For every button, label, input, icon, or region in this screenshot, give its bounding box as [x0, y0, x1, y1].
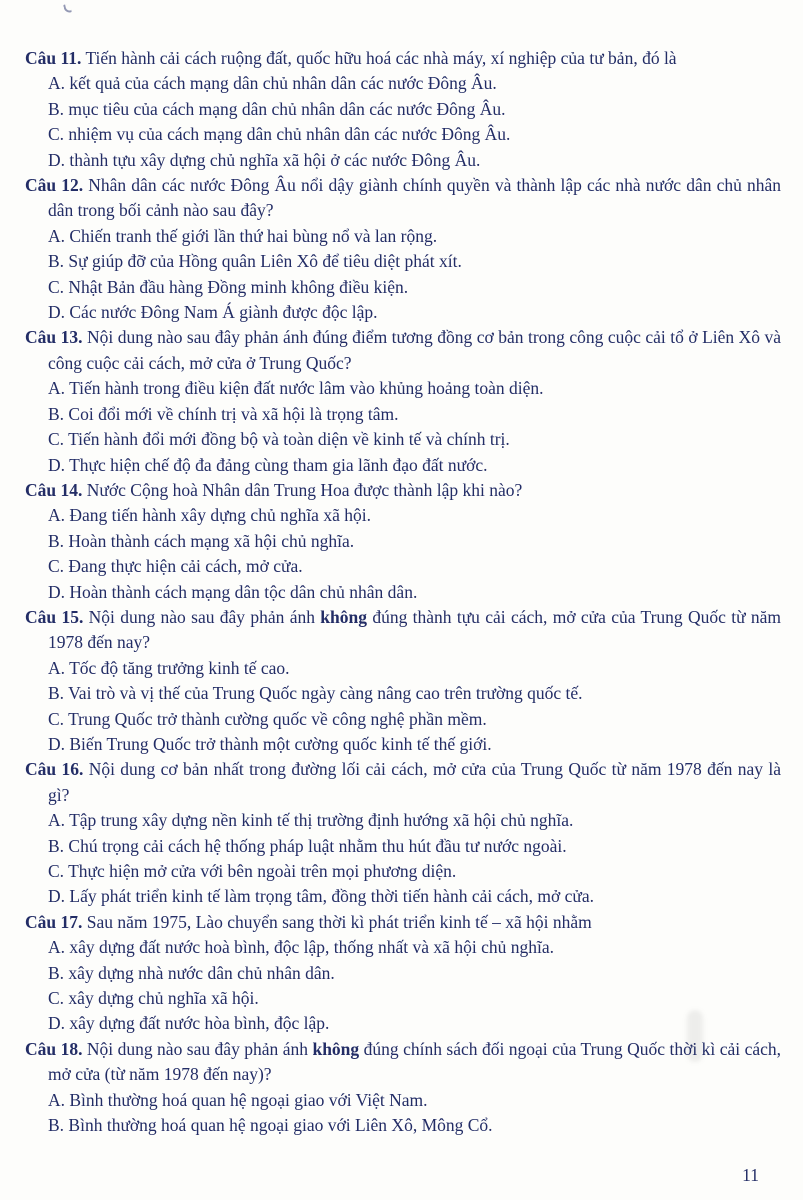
question — [25, 325, 781, 477]
question-text-segment: Nước Cộng hoà Nhân dân Trung Hoa được thành lập khi nào? — [86, 479, 523, 500]
question-option: D. Thực hiện chế độ đa đảng cùng tham gia lãnh đạo đất nước. — [48, 454, 488, 475]
question — [25, 173, 781, 325]
question-option: A. Đang tiến hành xây dựng chủ nghĩa xã hội. — [48, 505, 371, 526]
question-option: A. xây dựng đất nước hoà bình, độc lập, thống nhất và xã hội chủ nghĩa. — [48, 937, 554, 958]
question-text — [25, 605, 781, 656]
question-number: Câu 11. — [25, 48, 82, 68]
question-option: C. xây dựng chủ nghĩa xã hội. — [48, 988, 259, 1009]
question-text-segment: Tiến hành cải cách ruộng đất, quốc hữu hoá các nhà máy, xí nghiệp của tư bản, đó là — [85, 48, 677, 68]
question — [25, 757, 781, 909]
question-option: D. thành tựu xây dựng chủ nghĩa xã hội ở các nước Đông Âu. — [48, 149, 481, 170]
question-option: D. Hoàn thành cách mạng dân tộc dân chủ nhân dân. — [48, 581, 418, 602]
question-option: A. Tốc độ tăng trưởng kinh tế cao. — [48, 657, 290, 678]
question-option: B. mục tiêu của cách mạng dân chủ nhân dân các nước Đông Âu. — [48, 98, 506, 119]
question-text — [25, 173, 781, 224]
question-option: C. Đang thực hiện cải cách, mở cửa. — [48, 556, 303, 577]
question-option: D. Các nước Đông Nam Á giành được độc lập. — [48, 302, 378, 323]
question-text-emphasis: không — [312, 1038, 360, 1059]
question-number: Câu 15. — [25, 606, 84, 627]
question-text-segment: Sau năm 1975, Lào chuyển sang thời kì phát triển kinh tế – xã hội nhằm — [86, 911, 592, 932]
question-number: Câu 16. — [25, 759, 84, 780]
question-option: C. Trung Quốc trở thành cường quốc về công nghệ phần mềm. — [48, 708, 487, 729]
question-option: B. Sự giúp đỡ của Hồng quân Liên Xô để tiêu diệt phát xít. — [48, 251, 462, 272]
question-text-segment: đúng thành tựu cải cách, mở cửa của Trung Quốc từ năm 1978 đến nay? — [48, 606, 782, 653]
question-text — [25, 910, 781, 935]
question-text — [25, 46, 781, 71]
question-text-segment: đúng chính sách đối ngoại của Trung Quốc thời kì cải cách, mở cửa (từ năm 1978 đến nay)? — [48, 1038, 781, 1085]
question-text-segment: Nội dung nào sau đây phản ánh — [86, 1038, 313, 1059]
question-option: A. Tiến hành trong điều kiện đất nước lâm vào khủng hoảng toàn diện. — [48, 378, 544, 399]
question-option: B. Chú trọng cải cách hệ thống pháp luật nhằm thu hút đầu tư nước ngoài. — [48, 835, 567, 856]
question-list — [25, 46, 781, 1138]
question-number: Câu 18. — [25, 1038, 83, 1059]
page-number: 11 — [742, 1165, 759, 1185]
question-option: B. Vai trò và vị thế của Trung Quốc ngày càng nâng cao trên trường quốc tế. — [48, 683, 583, 704]
question-option: D. Biến Trung Quốc trở thành một cường quốc kinh tế thế giới. — [48, 733, 492, 754]
question-number: Câu 13. — [25, 327, 83, 348]
question-option: A. Chiến tranh thế giới lần thứ hai bùng nổ và lan rộng. — [48, 225, 438, 246]
question-text-segment: Nội dung nào sau đây phản ánh — [88, 606, 321, 627]
question-text-emphasis: không — [320, 606, 367, 627]
question-number: Câu 12. — [25, 175, 84, 196]
question-option: C. nhiệm vụ của cách mạng dân chủ nhân dân các nước Đông Âu. — [48, 124, 511, 145]
question — [25, 605, 781, 757]
question-text-segment: Nội dung cơ bản nhất trong đường lối cải cách, mở cửa của Trung Quốc từ năm 1978 đến nay là gì? — [48, 759, 781, 805]
question — [25, 910, 781, 1037]
question — [25, 1037, 781, 1139]
question-text — [25, 325, 781, 376]
question-number: Câu 14. — [25, 479, 83, 500]
question-option: C. Nhật Bản đầu hàng Đồng minh không điều kiện. — [48, 276, 409, 297]
question-option: D. xây dựng đất nước hòa bình, độc lập. — [48, 1013, 330, 1034]
scan-artifact — [63, 3, 72, 13]
question-option: B. Bình thường hoá quan hệ ngoại giao với Liên Xô, Mông Cổ. — [48, 1115, 493, 1136]
question-text — [25, 478, 781, 503]
question-text-segment: Nhân dân các nước Đông Âu nổi dậy giành chính quyền và thành lập các nhà nước dân chủ nhân dân trong bối cảnh nào sau đây? — [48, 175, 781, 221]
question-text — [25, 757, 781, 808]
question-option: B. xây dựng nhà nước dân chủ nhân dân. — [48, 962, 335, 983]
question-option: C. Thực hiện mở cửa với bên ngoài trên mọi phương diện. — [48, 861, 457, 881]
question-option: B. Hoàn thành cách mạng xã hội chủ nghĩa. — [48, 530, 355, 551]
question-option: A. Bình thường hoá quan hệ ngoại giao với Việt Nam. — [48, 1089, 428, 1110]
question-option: A. Tập trung xây dựng nền kinh tế thị trường định hướng xã hội chủ nghĩa. — [48, 810, 574, 831]
question — [25, 478, 781, 605]
question-number: Câu 17. — [25, 911, 83, 932]
question — [25, 46, 781, 173]
question-text-segment: Nội dung nào sau đây phản ánh đúng điểm tương đồng cơ bản trong công cuộc cải tổ ở Liên Xô và công cuộc cải cách, mở cửa ở Trung Quốc? — [48, 327, 782, 373]
question-option: D. Lấy phát triển kinh tế làm trọng tâm, đồng thời tiến hành cải cách, mở cửa. — [48, 886, 595, 907]
question-option: C. Tiến hành đổi mới đồng bộ và toàn diện về kinh tế và chính trị. — [48, 429, 510, 450]
question-option: A. kết quả của cách mạng dân chủ nhân dân các nước Đông Âu. — [48, 73, 497, 94]
question-option: B. Coi đổi mới về chính trị và xã hội là trọng tâm. — [48, 403, 399, 424]
question-text — [25, 1037, 781, 1088]
